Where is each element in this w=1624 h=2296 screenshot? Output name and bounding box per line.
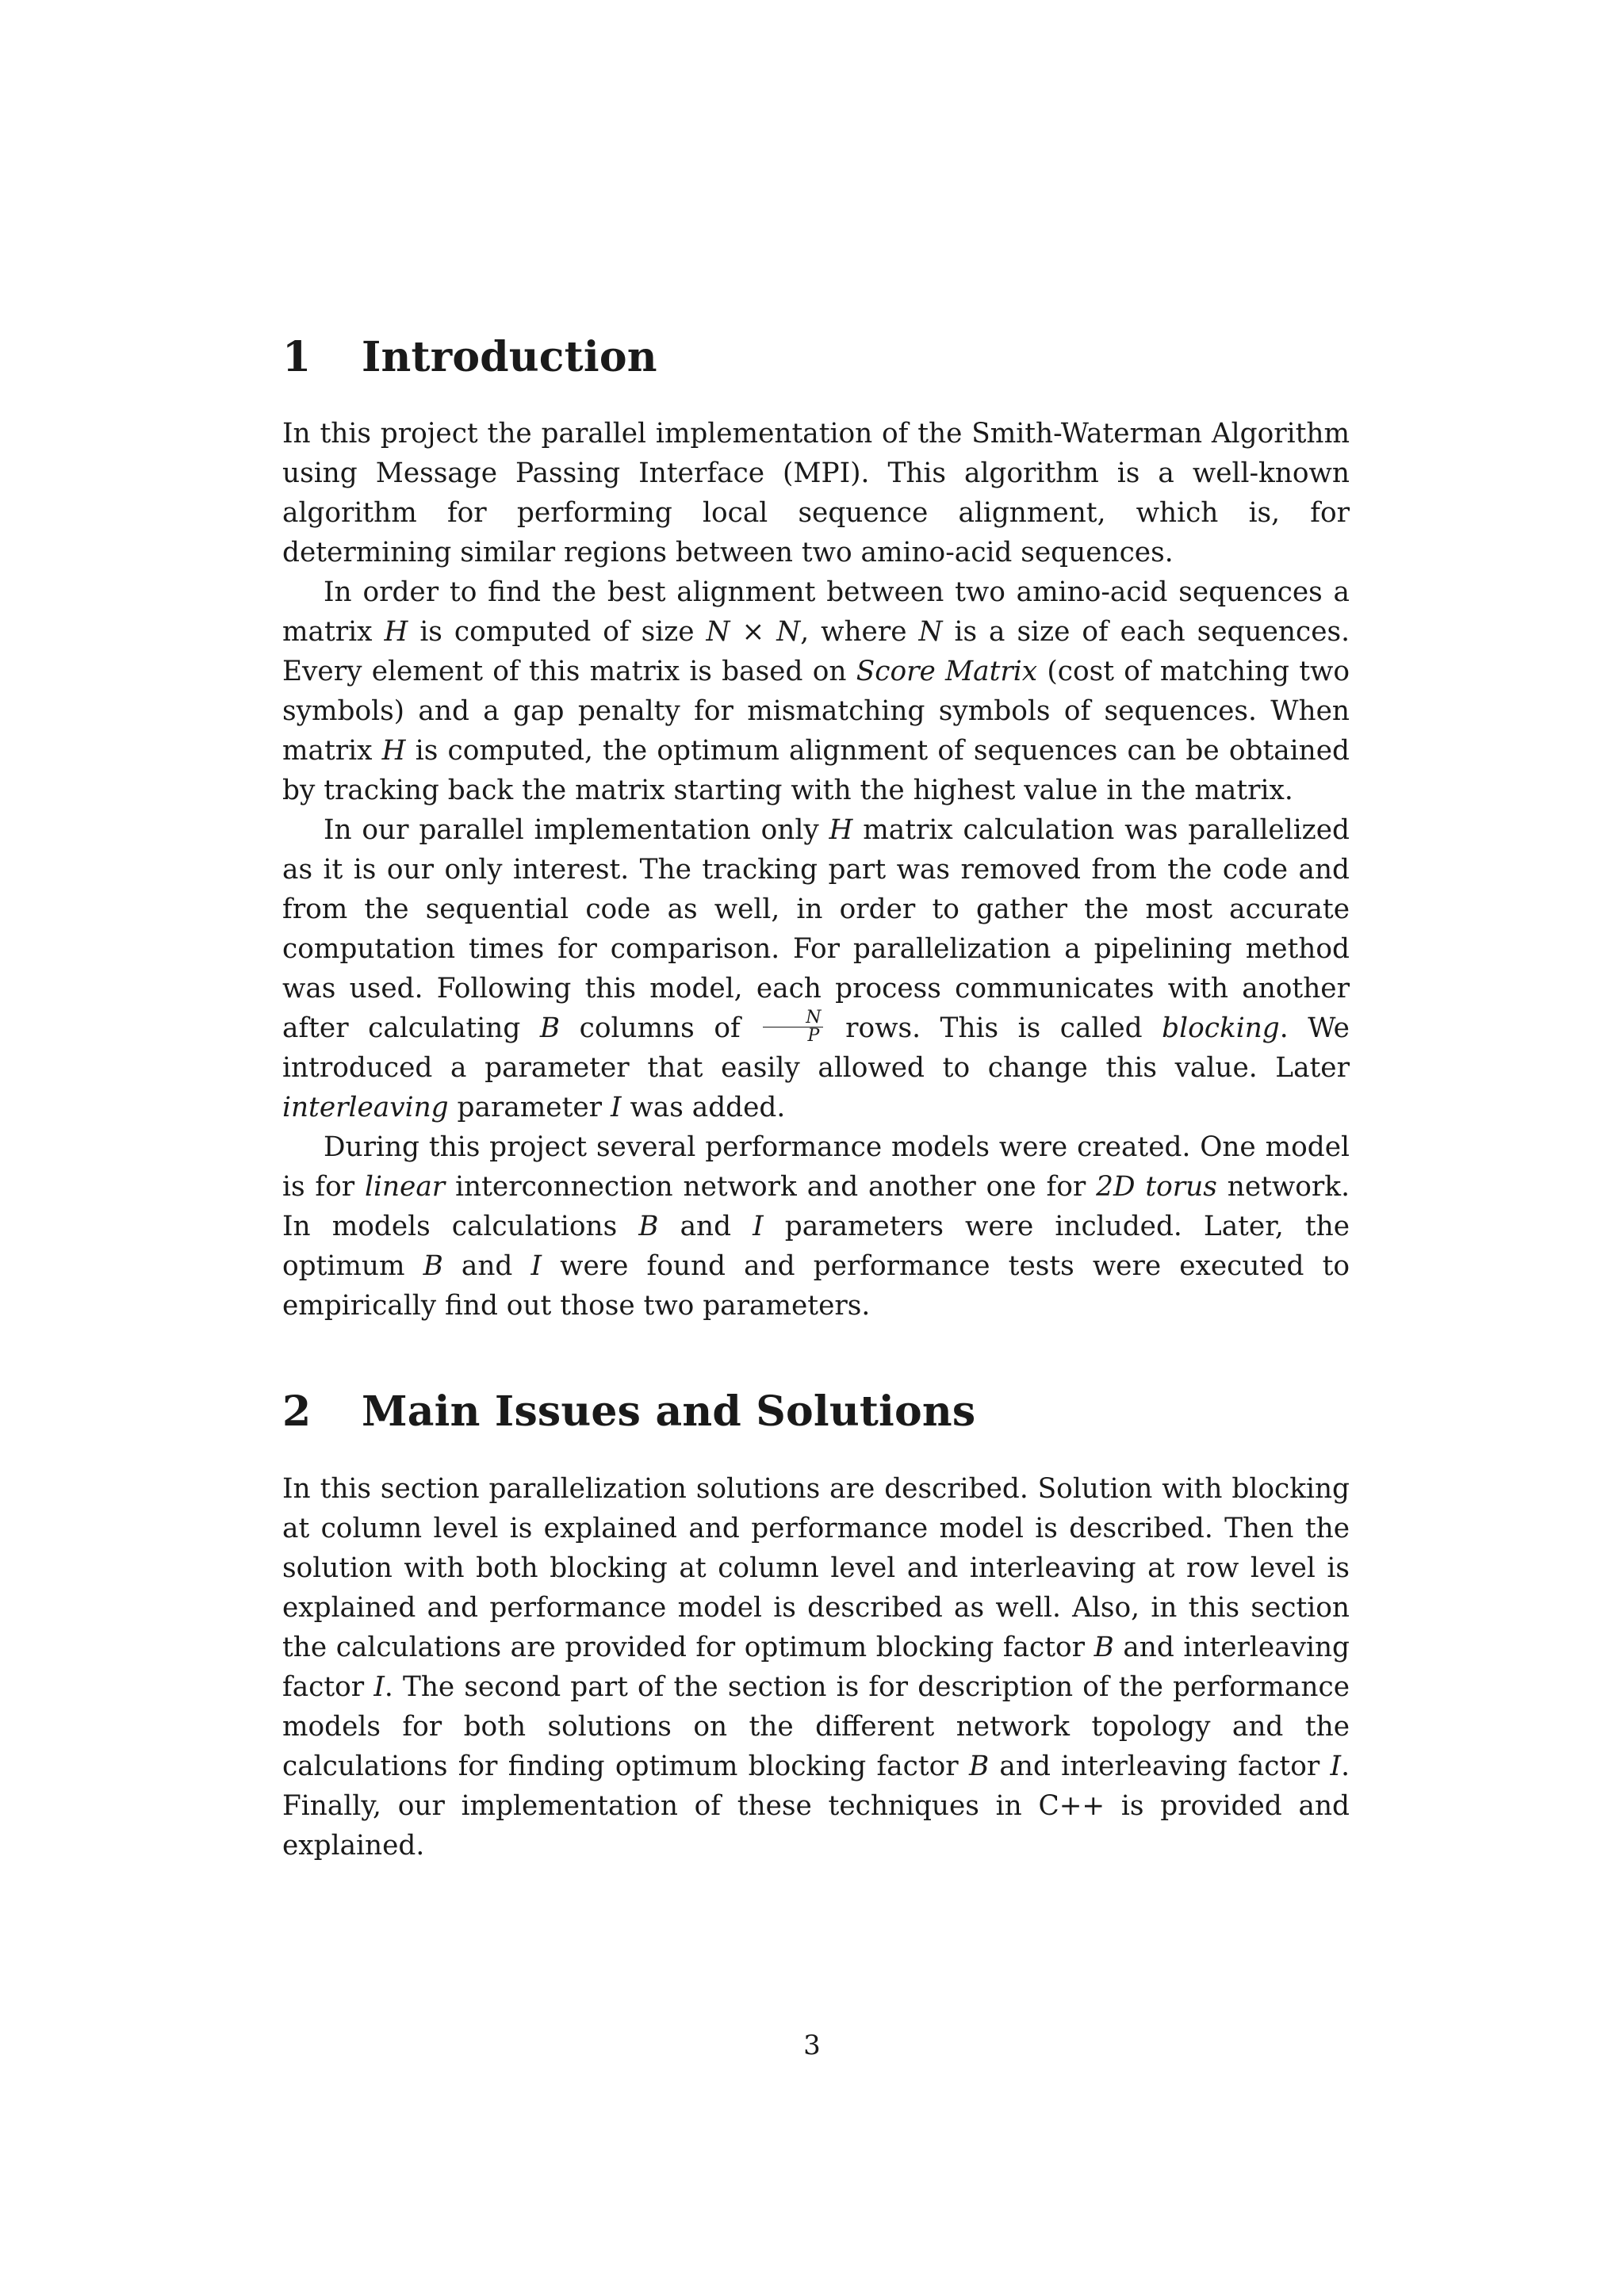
section-number: 2 [282, 1387, 312, 1437]
section-number: 1 [282, 333, 312, 381]
fraction-n-over-p: $\frac{N}{P}$ [763, 1009, 822, 1045]
section-heading-introduction [282, 333, 1350, 382]
issues-paragraph-1: In this section parallelization solutions are described. Solution with blocking at column level is explained and performance model is described. Then the solution with both blocking at column level and interleaving at row level is explained and performance model is described as well. Also, in this section the calculations are provided for optimum blocking factor B and interleaving factor I. The second part of the section is for description of the performance models for both solutions on the different network topology and the calculations for finding optimum blocking factor B and interleaving factor I. Finally, our implementation of these techniques in C++ is provided and explained. [282, 1472, 1350, 1862]
page-number: 3 [803, 2030, 821, 2061]
intro-paragraph-2: In order to find the best alignment between two amino-acid sequences a matrix H is computed of size N × N, where N is a size of each sequences. Every element of this matrix is based on Score Matrix (cost of matching two symbols) and a gap penalty for mismatching symbols of sequences. When matrix H is computed, the optimum alignment of sequences can be obtained by tracking back the matrix starting with the highest value in the matrix. [282, 576, 1350, 807]
section-title: Main Issues and Solutions [362, 1387, 976, 1437]
section-title: Introduction [362, 333, 657, 381]
section-heading-main-issues [282, 1387, 1350, 1437]
intro-paragraph-4: During this project several performance models were created. One model is for linear interconnection network and another one for 2D torus network. In models calculations B and I parameters were included. Later, the optimum B and I were found and performance tests were executed to empirically find out those two parameters. [282, 1131, 1350, 1322]
intro-paragraph-1: In this project the parallel implementation of the Smith-Waterman Algorithm using Message Passing Interface (MPI). This algorithm is a well-known algorithm for performing local sequence alignment, which is, for determining similar regions between two amino-acid sequences. [282, 418, 1350, 569]
intro-paragraph-3: In our parallel implementation only H matrix calculation was parallelized as it is our only interest. The tracking part was removed from the code and from the sequential code as well, in order to gather the most accurate computation times for comparison. For parallelization a pipelining method was used. Following this model, each process communicates with another after calculating B columns of $\frac{N}{P}$ rows. This is called blocking. We introduced a parameter that easily allowed to change this value. Later interleaving parameter I was added. [282, 814, 1350, 1124]
page-body [282, 333, 1350, 1866]
